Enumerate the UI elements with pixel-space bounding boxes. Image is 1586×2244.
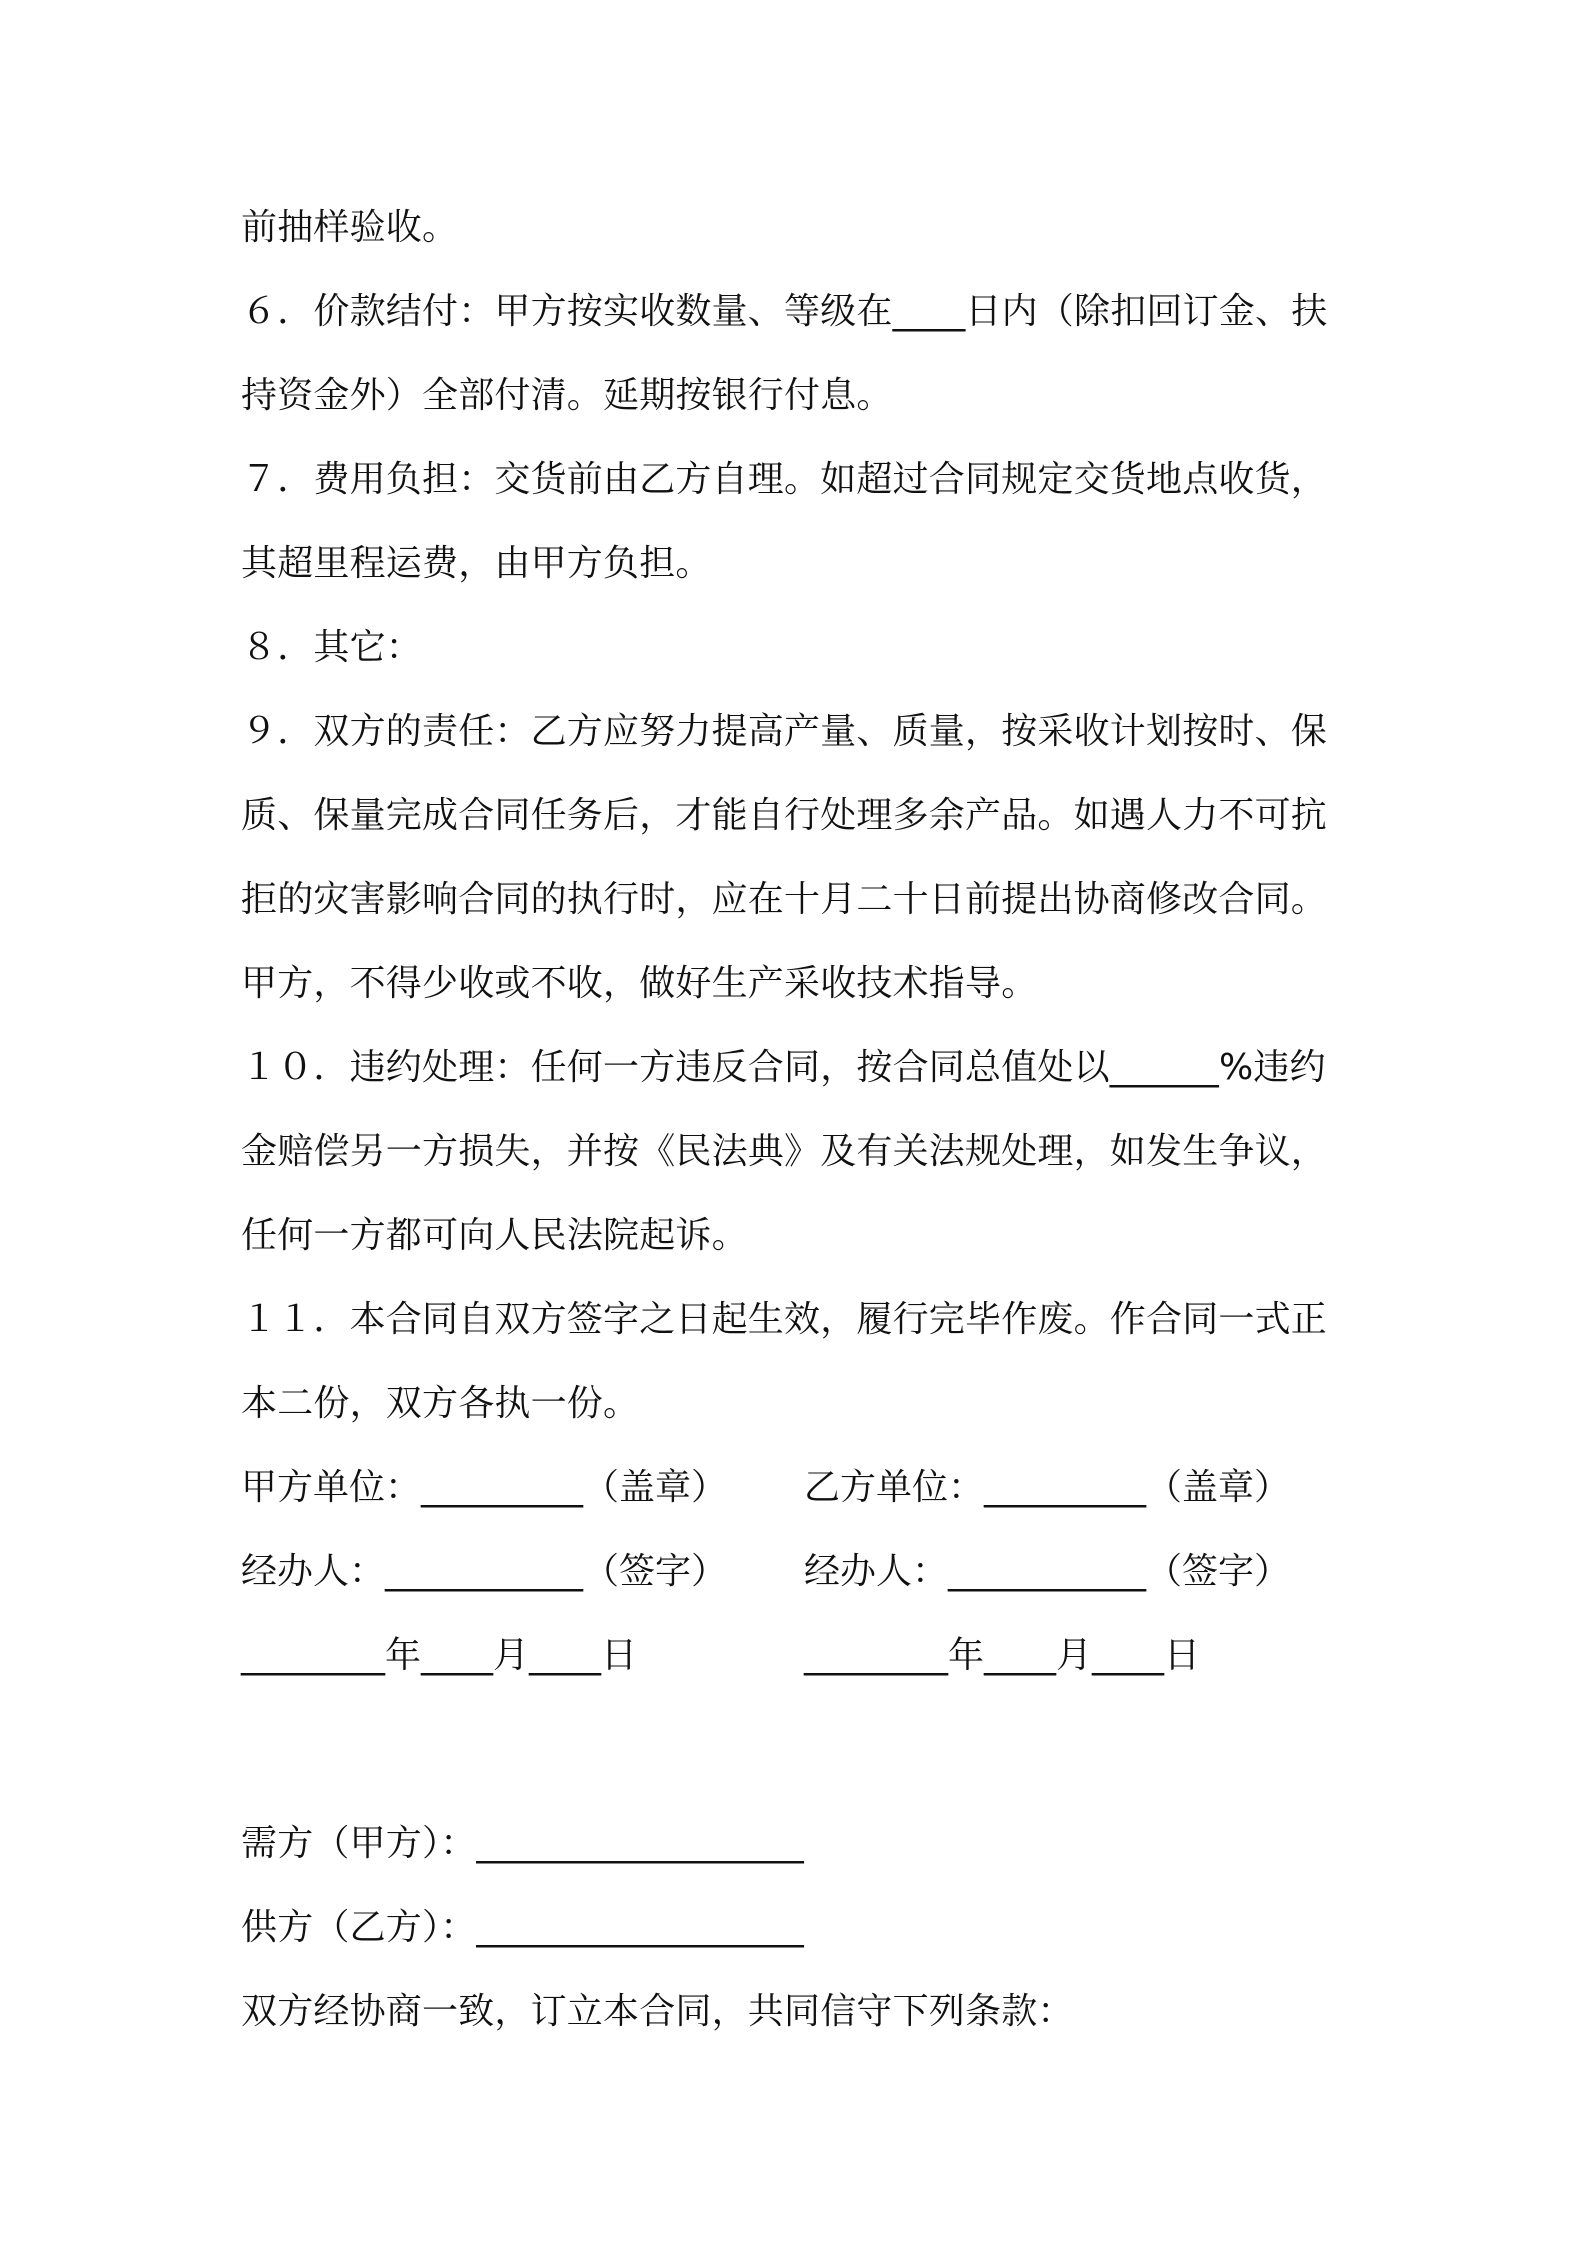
contract-intro: 双方经协商一致，订立本合同，共同信守下列条款：	[241, 1991, 1074, 2032]
document-body	[241, 186, 1361, 2054]
clause-10-breach: １０．违约处理：任何一方违反合同，按合同总值处以______%违约金赔偿另一方损失，并按《民法典》及有关法规处理，如发生争议，任何一方都可向人民法院起诉。	[241, 1047, 1328, 1256]
clause-8-other: ８．其它：	[241, 627, 423, 668]
signature-unit-row	[241, 1446, 1361, 1530]
supplier-line: 供方（乙方）：__________________	[241, 1907, 804, 1948]
paragraph-continuation: 前抽样验收。	[241, 207, 459, 248]
party-a-unit: 甲方单位：_________（盖章）	[241, 1467, 728, 1508]
party-b-agent: 经办人：___________（签字）	[804, 1551, 1291, 1592]
clause-9-responsibilities: ９．双方的责任：乙方应努力提高产量、质量，按采收计划按时、保质、保量完成合同任务后，才能自行处理多余产品。如遇人力不可抗拒的灾害影响合同的执行时，应在十月二十日前提出协商修改合同。甲方，不得少收或不收，做好生产采收技术指导。	[241, 711, 1328, 1004]
party-b-date: ________年____月____日	[804, 1635, 1200, 1676]
party-a-agent: 经办人：___________（签字）	[241, 1551, 728, 1592]
party-b-unit: 乙方单位：_________（盖章）	[804, 1467, 1291, 1508]
section-spacer	[241, 1698, 1361, 1802]
signature-agent-row	[241, 1530, 1361, 1614]
clause-11-effect: １１．本合同自双方签字之日起生效，履行完毕作废。作合同一式正本二份，双方各执一份。	[241, 1299, 1328, 1424]
clause-6-payment: ６．价款结付：甲方按实收数量、等级在____日内（除扣回订金、扶持资金外）全部付清。延期按银行付息。	[241, 291, 1328, 416]
buyer-line: 需方（甲方）：__________________	[241, 1823, 804, 1864]
signature-date-row	[241, 1614, 1361, 1698]
clause-7-costs: ７．费用负担：交货前由乙方自理。如超过合同规定交货地点收货，其超里程运费，由甲方负担。	[241, 459, 1328, 584]
party-a-date: ________年____月____日	[241, 1635, 637, 1676]
